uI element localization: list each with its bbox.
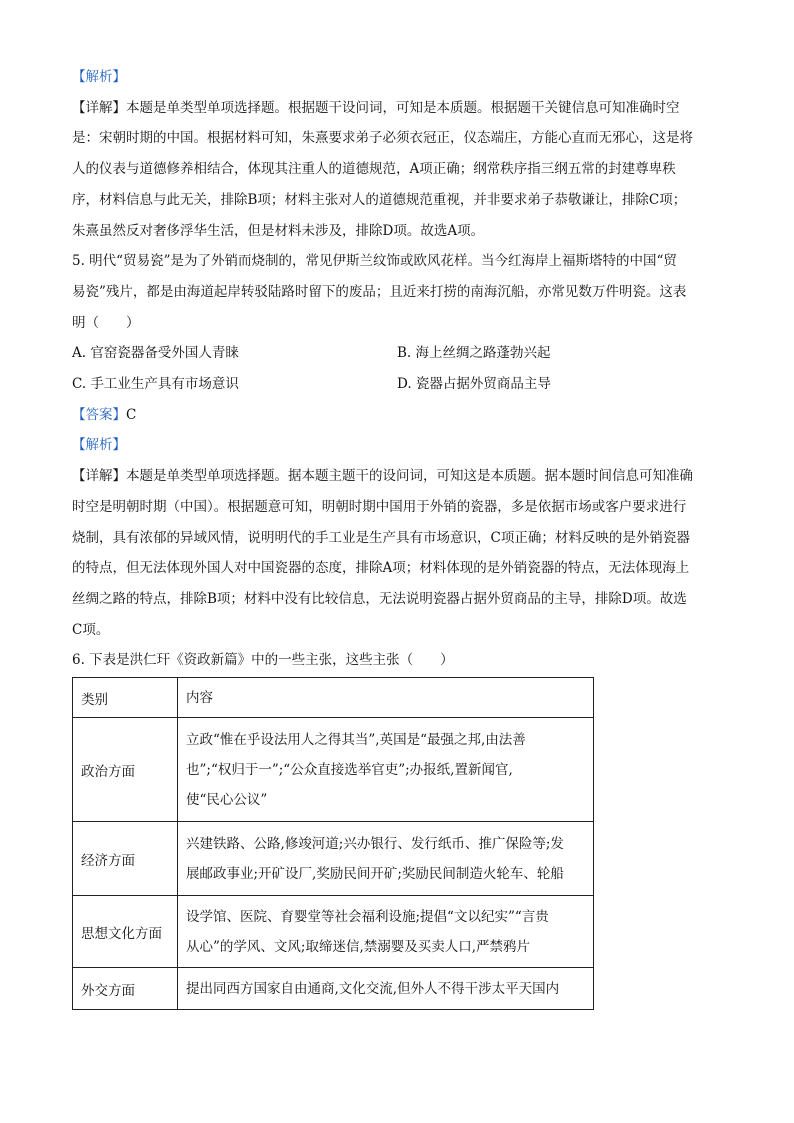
detail-tag: 【详解】 [72,99,126,116]
analysis-tag: 【解析】 [72,69,126,85]
category-cell: 政治方面 [73,718,178,822]
content-cell: 提出同西方国家自由通商,文化交流,但外人不得干涉太平天国内 [178,968,594,1010]
option-a: A. 官窑瓷器备受外国人青睐 [72,345,239,362]
detail-line: 序，材料信息与此无关，排除B项；材料主张对人的道德规范重视，并非要求弟子恭敬谦让，排除C项； [72,191,687,208]
detail-line: 【详解】本题是单类型单项选择题。据本题主题干的设问词，可知这是本质题。据本题时间信息可知准确 [72,468,693,485]
option-d: D. 瓷器占据外贸商品主导 [397,376,551,393]
category-cell: 经济方面 [73,822,178,896]
table-row [73,968,594,1010]
answer-value: C [126,406,137,423]
policy-table [72,677,594,1010]
detail-line: C项。 [72,621,110,638]
analysis-tag: 【解析】 [72,437,126,454]
option-c: C. 手工业生产具有市场意识 [72,376,239,393]
content-cell: 立政“惟在乎设法用人之得其当”,英国是“最强之邦,由法善 也”;“权归于一”;“公众直接选举官吏”;办报纸,置新闻官, 使“民心公议” [178,718,594,822]
table-row [73,822,594,896]
detail-line: 的特点，但无法体现外国人对中国瓷器的态度，排除A项；材料体现的是外销瓷器的特点，无法体现海上 [72,560,690,577]
table-header-cell: 内容 [178,678,594,718]
question-5-stem: 易瓷”残片，都是由海道起岸转驳陆路时留下的废品；且近来打捞的南海沉船，亦常见数万件明瓷。这表 [72,283,687,300]
options-row [72,369,722,400]
document-page [72,62,722,1010]
detail-line: 人的仪表与道德修养相结合，体现其注重人的道德规范，A项正确；纲常秩序指三纲五常的封建尊卑秩 [72,161,676,178]
option-b: B. 海上丝绸之路蓬勃兴起 [397,345,551,362]
detail-line: 丝绸之路的特点，排除B项；材料中没有比较信息，无法说明瓷器占据外贸商品的主导，排除D项。故选 [72,590,687,607]
question-5-stem: 明（ ） [72,314,140,331]
question-5-stem: 5. 明代“贸易瓷”是为了外销而烧制的，常见伊斯兰纹饰或欧风花样。当今红海岸上福斯塔特的中国“贸 [72,253,677,270]
answer-tag: 【答案】 [72,406,126,423]
detail-line: 朱熹虽然反对奢侈浮华生活，但是材料未涉及，排除D项。故选A项。 [72,222,485,239]
detail-line: 是：宋朝时期的中国。根据材料可知，朱熹要求弟子必须衣冠正，仪态端庄，方能心直而无邪心，这是将 [72,130,693,147]
category-cell: 外交方面 [73,968,178,1010]
detail-line: 烧制，具有浓郁的异域风情，说明明代的手工业是生产具有市场意识，C项正确；材料反映的是外销瓷器 [72,529,690,546]
table-row [73,718,594,822]
table-row [73,896,594,968]
content-cell: 兴建铁路、公路,修竣河道;兴办银行、发行纸币、推广保险等;发 展邮政事业;开矿设厂,奖励民间开矿;奖励民间制造火轮车、轮船 [178,822,594,896]
content-cell: 设学馆、医院、育婴堂等社会福利设施;提倡“文以纪实”“言贵 从心”的学风、文风;取缔迷信,禁溺婴及买卖人口,严禁鸦片 [178,896,594,968]
options-row [72,338,722,369]
answer-line [72,400,722,431]
question-6-stem: 6. 下表是洪仁玕《资政新篇》中的一些主张，这些主张（ ） [72,652,454,669]
detail-line: 【详解】本题是单类型单项选择题。根据题干设问词，可知是本质题。根据题干关键信息可知准确时空 [72,99,680,116]
detail-tag: 【详解】 [72,468,126,485]
category-cell: 思想文化方面 [73,896,178,968]
detail-line: 时空是明朝时期（中国）。根据题意可知，明朝时期中国用于外销的瓷器，多是依据市场或客户要求进行 [72,498,687,515]
table-header-cell: 类别 [73,678,178,718]
table-header-row [73,678,594,718]
